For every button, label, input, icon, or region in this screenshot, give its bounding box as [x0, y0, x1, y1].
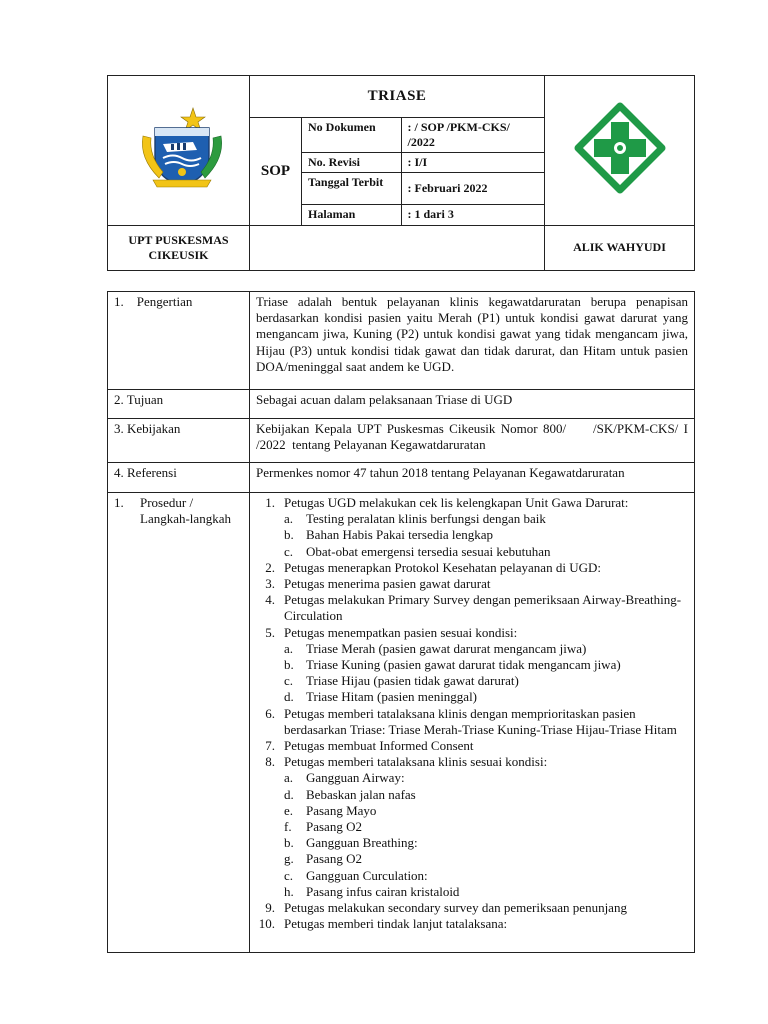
procedure-step	[256, 706, 688, 738]
sub-step-text: Pasang infus cairan kristaloid	[306, 883, 460, 899]
sop-label: SOP	[250, 118, 302, 226]
procedure-step	[256, 576, 688, 592]
sub-step	[284, 770, 688, 786]
sub-step-letter: f.	[284, 819, 292, 835]
sub-step-letter: h.	[284, 883, 294, 899]
step-number: 7.	[265, 738, 275, 754]
sub-step	[284, 657, 688, 673]
organization-name: UPT PUSKESMAS CIKEUSIK	[108, 225, 250, 270]
sub-step-list	[284, 770, 688, 900]
step-number: 8.	[265, 754, 275, 770]
procedure-step	[256, 754, 688, 900]
sub-step-letter: a.	[284, 640, 294, 656]
reference-label: 4. Referensi	[108, 463, 250, 493]
sub-step-letter: e.	[284, 802, 294, 818]
sub-step-text: Pasang O2	[306, 819, 362, 835]
sub-step-letter: a.	[284, 511, 294, 527]
sub-step-letter: c.	[284, 867, 294, 883]
reference-text: Permenkes nomor 47 tahun 2018 tentang Pelayanan Kegawatdaruratan	[250, 463, 695, 493]
sub-step	[284, 803, 688, 819]
page-key: Halaman	[302, 205, 401, 225]
doc-info-table	[302, 118, 545, 225]
step-number: 6.	[265, 705, 275, 721]
step-number: 10.	[258, 916, 275, 932]
sop-content-table	[107, 291, 695, 953]
sub-step-list	[284, 511, 688, 560]
sub-step	[284, 673, 688, 689]
sub-step-text: Gangguan Airway:	[306, 770, 405, 786]
definition-text: Triase adalah bentuk pelayanan klinis kegawatdaruratan berupa penapisan berdasarkan kondisi pasien yaitu Merah (P1) untuk kondisi gawat darurat yang mengancam jiwa, Kuning (P2) untuk kondisi gawat yang tidak mengancam jiwa, Hijau (P3) untuk kondisi tidak gawat dan tidak darurat, dan Hitam untuk pasien DOA/meninggal saat andem ke UGD.	[250, 292, 695, 390]
purpose-label: 2. Tujuan	[108, 390, 250, 419]
sub-step-letter: b.	[284, 527, 294, 543]
issue-date-value: : Februari 2022	[401, 173, 545, 205]
sub-step	[284, 868, 688, 884]
puskesmas-logo-cell	[545, 76, 695, 226]
sop-header-table	[107, 75, 695, 271]
procedure-label-cell	[108, 493, 250, 953]
sub-step	[284, 689, 688, 705]
sub-step-text: Bebaskan jalan nafas	[306, 786, 416, 802]
procedure-step	[256, 625, 688, 706]
sub-step-text: Obat-obat emergensi tersedia sesuai kebutuhan	[306, 543, 551, 559]
procedure-steps-list	[256, 495, 688, 932]
procedure-step	[256, 495, 688, 560]
sub-step-text: Triase Hitam (pasien meninggal)	[306, 689, 478, 705]
procedure-label-line1: Prosedur /	[140, 495, 194, 510]
procedure-step	[256, 560, 688, 576]
sub-step-text: Triase Merah (pasien gawat darurat mengancam jiwa)	[306, 640, 587, 656]
definition-label: 1. Pengertian	[108, 292, 250, 390]
step-text: Petugas membuat Informed Consent	[284, 738, 474, 754]
step-text: Petugas melakukan Primary Survey dengan pemeriksaan Airway-Breathing-Circulation	[284, 592, 682, 624]
step-text: Petugas menerapkan Protokol Kesehatan pelayanan di UGD:	[284, 559, 601, 575]
signatory-name: ALIK WAHYUDI	[545, 225, 695, 270]
sub-step-text: Testing peralatan klinis berfungsi dengan baik	[306, 511, 546, 527]
sub-step	[284, 544, 688, 560]
sub-step	[284, 884, 688, 900]
regency-emblem-icon	[133, 106, 225, 190]
sub-step-letter: b.	[284, 657, 294, 673]
sub-step-text: Gangguan Breathing:	[306, 835, 418, 851]
procedure-steps-cell	[250, 493, 695, 953]
document-title: TRIASE	[250, 76, 545, 118]
regency-logo-cell	[108, 76, 250, 226]
sub-step-text: Gangguan Curculation:	[306, 867, 428, 883]
sub-step-text: Triase Hijau (pasien tidak gawat darurat)	[306, 673, 519, 689]
sub-step	[284, 641, 688, 657]
doc-info-cell	[302, 118, 545, 226]
issue-date-key: Tanggal Terbit	[302, 173, 401, 205]
sub-step	[284, 851, 688, 867]
sub-step	[284, 835, 688, 851]
step-number: 3.	[265, 576, 275, 592]
sub-step-text: Bahan Habis Pakai tersedia lengkap	[306, 527, 493, 543]
step-number: 9.	[265, 900, 275, 916]
step-number: 1.	[265, 495, 275, 510]
sub-step	[284, 819, 688, 835]
sub-step-letter: b.	[284, 835, 294, 851]
step-text: Petugas memberi tindak lanjut tatalaksana:	[284, 916, 508, 932]
procedure-step	[256, 916, 688, 932]
step-text: Petugas UGD melakukan cek lis kelengkapan Unit Gawa Darurat:	[284, 495, 629, 510]
step-number: 5.	[265, 624, 275, 640]
sub-step-letter: d.	[284, 786, 294, 802]
doc-number-key: No Dokumen	[302, 118, 401, 153]
puskesmas-logo-icon	[574, 102, 666, 194]
procedure-step	[256, 900, 688, 916]
procedure-step	[256, 592, 688, 624]
sub-step-list	[284, 641, 688, 706]
doc-number-value: : / SOP /PKM-CKS/ /2022	[401, 118, 545, 153]
step-text: Petugas melakukan secondary survey dan pemeriksaan penunjang	[284, 900, 627, 916]
procedure-label-number: 1.	[114, 495, 124, 510]
page-value: : 1 dari 3	[401, 205, 545, 225]
sub-step	[284, 787, 688, 803]
sub-step	[284, 511, 688, 527]
step-text: Petugas menempatkan pasien sesuai kondisi:	[284, 624, 518, 640]
sub-step-letter: g.	[284, 851, 294, 867]
signature-area	[250, 225, 545, 270]
sub-step	[284, 527, 688, 543]
sub-step-text: Pasang Mayo	[306, 802, 377, 818]
sub-step-letter: c.	[284, 673, 294, 689]
policy-label: 3. Kebijakan	[108, 419, 250, 463]
step-number: 4.	[265, 592, 275, 608]
sub-step-letter: d.	[284, 689, 294, 705]
step-text: Petugas memberi tatalaksana klinis dengan memprioritaskan pasien berdasarkan Triase: Triase Merah-Triase Kuning-Triase Hijau-Triase Hitam	[284, 705, 677, 737]
step-text: Petugas memberi tatalaksana klinis sesuai kondisi:	[284, 754, 548, 770]
procedure-label-line2: Langkah-langkah	[140, 511, 231, 527]
policy-text: Kebijakan Kepala UPT Puskesmas Cikeusik Nomor 800/ /SK/PKM-CKS/ I /2022 tentang Pelayanan Kegawatdaruratan	[250, 419, 695, 463]
step-text: Petugas menerima pasien gawat darurat	[284, 576, 491, 592]
revision-key: No. Revisi	[302, 153, 401, 173]
sub-step-letter: a.	[284, 770, 294, 786]
procedure-step	[256, 738, 688, 754]
revision-value: : I/I	[401, 153, 545, 173]
sub-step-text: Triase Kuning (pasien gawat darurat tidak mengancam jiwa)	[306, 657, 621, 673]
purpose-text: Sebagai acuan dalam pelaksanaan Triase di UGD	[250, 390, 695, 419]
sub-step-text: Pasang O2	[306, 851, 362, 867]
step-number: 2.	[265, 559, 275, 575]
sub-step-letter: c.	[284, 543, 294, 559]
